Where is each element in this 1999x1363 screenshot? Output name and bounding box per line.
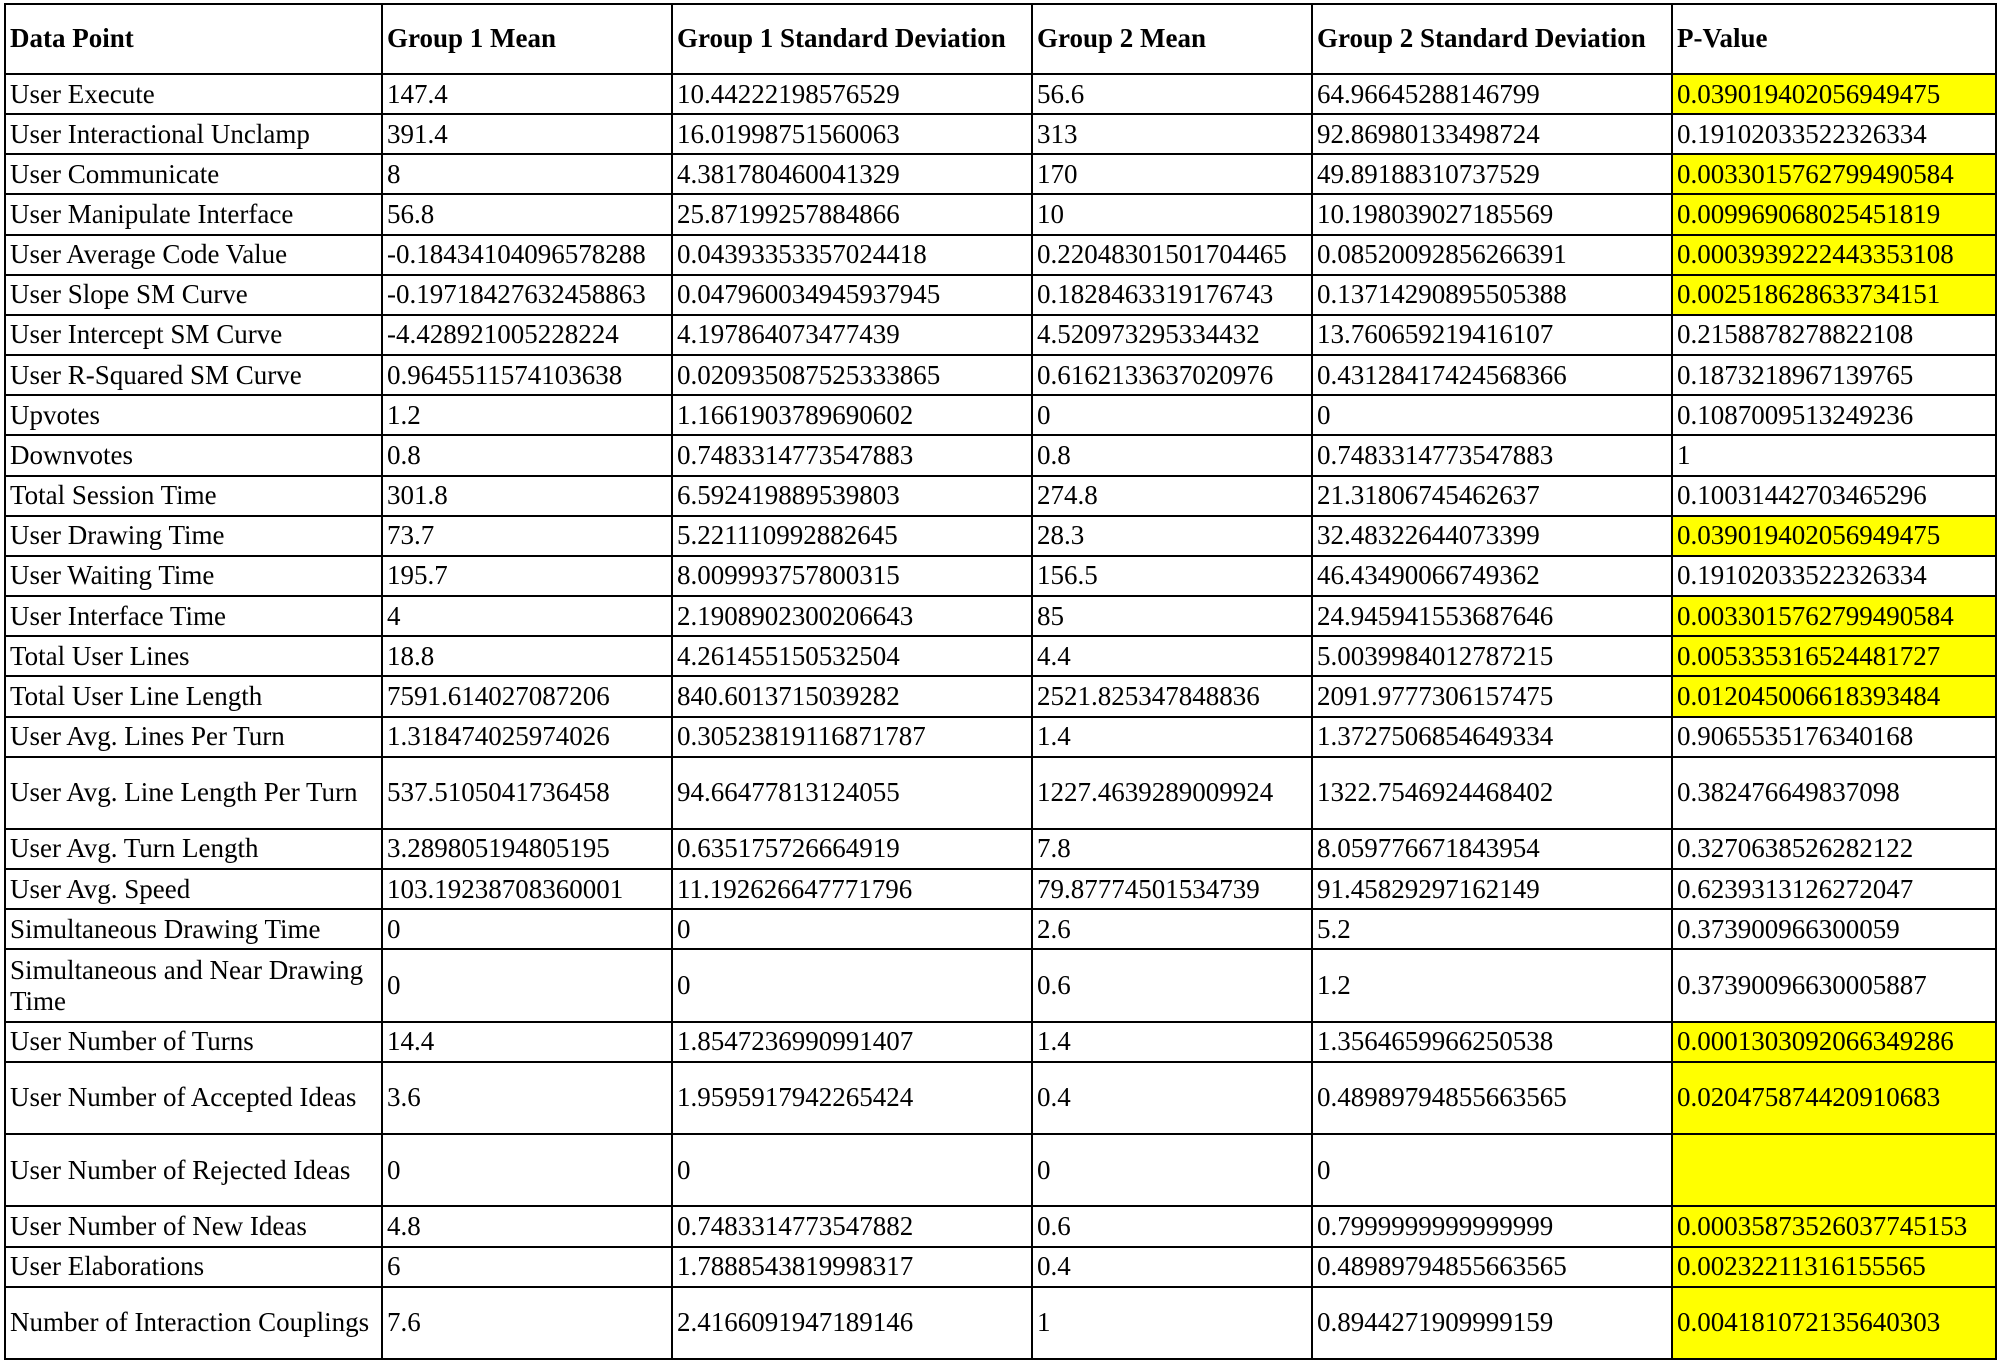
group1-mean-cell: 0 [382,949,672,1021]
p-value-cell: 0.039019402056949475 [1672,74,1996,114]
table-row [5,949,1996,1021]
group1-mean-cell: 4.8 [382,1206,672,1246]
table-row [5,717,1996,757]
group2-mean-cell: 1 [1032,1287,1312,1359]
p-value-cell: 0.039019402056949475 [1672,516,1996,556]
p-value-cell: 0.2158878278822108 [1672,315,1996,355]
group1-mean-cell: 0 [382,1134,672,1206]
group1-mean-cell: 6 [382,1247,672,1287]
p-value-cell: 0.1873218967139765 [1672,355,1996,395]
group1-sd-cell: 0.30523819116871787 [672,717,1032,757]
group2-sd-cell: 24.945941553687646 [1312,596,1672,636]
p-value-cell: 0.1087009513249236 [1672,395,1996,435]
group2-sd-cell: 5.2 [1312,909,1672,949]
table-row [5,1134,1996,1206]
table-row [5,1287,1996,1359]
group2-sd-cell: 1.3564659966250538 [1312,1022,1672,1062]
table-row [5,516,1996,556]
group2-sd-cell: 0.48989794855663565 [1312,1062,1672,1134]
table-row [5,355,1996,395]
group1-sd-cell: 11.192626647771796 [672,869,1032,909]
group1-sd-cell: 5.221110992882645 [672,516,1032,556]
group1-sd-cell: 0 [672,909,1032,949]
p-value-cell: 0.012045006618393484 [1672,676,1996,716]
p-value-cell: 0.0001303092066349286 [1672,1022,1996,1062]
group2-mean-cell: 85 [1032,596,1312,636]
group2-sd-cell: 46.43490066749362 [1312,556,1672,596]
group1-mean-cell: 1.2 [382,395,672,435]
table-row [5,869,1996,909]
table-row [5,435,1996,475]
group2-mean-cell: 0.6 [1032,1206,1312,1246]
group2-sd-cell: 0.43128417424568366 [1312,355,1672,395]
group2-mean-cell: 170 [1032,154,1312,194]
group2-sd-cell: 0.8944271909999159 [1312,1287,1672,1359]
table-row [5,909,1996,949]
table-row [5,395,1996,435]
group2-mean-cell: 4.4 [1032,636,1312,676]
data-point-cell: User Communicate [5,154,382,194]
group2-sd-cell: 13.760659219416107 [1312,315,1672,355]
group2-sd-cell: 49.89188310737529 [1312,154,1672,194]
p-value-cell: 0.373900966300059 [1672,909,1996,949]
table-row [5,829,1996,869]
group2-mean-cell: 79.87774501534739 [1032,869,1312,909]
data-point-cell: User Intercept SM Curve [5,315,382,355]
group1-mean-cell: 4 [382,596,672,636]
group1-mean-cell: 56.8 [382,194,672,234]
table-body [5,74,1996,1359]
group1-sd-cell: 94.66477813124055 [672,757,1032,829]
header-p-value: P-Value [1672,4,1996,74]
group2-mean-cell: 0 [1032,395,1312,435]
group1-sd-cell: 25.87199257884866 [672,194,1032,234]
table-row [5,556,1996,596]
table-row [5,1206,1996,1246]
group1-mean-cell: -0.18434104096578288 [382,235,672,275]
data-point-cell: User Manipulate Interface [5,194,382,234]
data-point-cell: User Interactional Unclamp [5,114,382,154]
group1-mean-cell: 391.4 [382,114,672,154]
data-point-cell: User Avg. Turn Length [5,829,382,869]
p-value-cell: 0.10031442703465296 [1672,476,1996,516]
group1-mean-cell: -4.428921005228224 [382,315,672,355]
group2-mean-cell: 2.6 [1032,909,1312,949]
group2-sd-cell: 21.31806745462637 [1312,476,1672,516]
header-group2-mean: Group 2 Mean [1032,4,1312,74]
p-value-cell: 0.00035873526037745153 [1672,1206,1996,1246]
p-value-cell: 0.37390096630005887 [1672,949,1996,1021]
group1-sd-cell: 0 [672,949,1032,1021]
p-value-cell: 0.0003939222443353108 [1672,235,1996,275]
group2-mean-cell: 0.8 [1032,435,1312,475]
p-value-cell: 0.00232211316155565 [1672,1247,1996,1287]
p-value-cell: 0.382476649837098 [1672,757,1996,829]
data-point-cell: User R-Squared SM Curve [5,355,382,395]
p-value-cell: 0.19102033522326334 [1672,556,1996,596]
group2-mean-cell: 1227.4639289009924 [1032,757,1312,829]
table-row [5,476,1996,516]
group1-mean-cell: 7591.614027087206 [382,676,672,716]
group2-sd-cell: 0.13714290895505388 [1312,275,1672,315]
group1-sd-cell: 4.197864073477439 [672,315,1032,355]
table-row [5,74,1996,114]
data-point-cell: User Avg. Lines Per Turn [5,717,382,757]
data-point-cell: User Drawing Time [5,516,382,556]
data-point-cell: User Execute [5,74,382,114]
p-value-cell: 0.6239313126272047 [1672,869,1996,909]
group1-sd-cell: 1.1661903789690602 [672,395,1032,435]
header-group1-mean: Group 1 Mean [382,4,672,74]
p-value-cell: 0.005335316524481727 [1672,636,1996,676]
group1-sd-cell: 840.6013715039282 [672,676,1032,716]
group1-sd-cell: 0 [672,1134,1032,1206]
group1-sd-cell: 0.04393353357024418 [672,235,1032,275]
group1-sd-cell: 2.1908902300206643 [672,596,1032,636]
table-row [5,596,1996,636]
group1-sd-cell: 2.4166091947189146 [672,1287,1032,1359]
group2-mean-cell: 7.8 [1032,829,1312,869]
data-point-cell: User Number of Rejected Ideas [5,1134,382,1206]
data-point-cell: User Average Code Value [5,235,382,275]
table-row [5,636,1996,676]
group1-sd-cell: 0.020935087525333865 [672,355,1032,395]
group1-mean-cell: 8 [382,154,672,194]
group1-sd-cell: 1.8547236990991407 [672,1022,1032,1062]
header-data-point: Data Point [5,4,382,74]
group2-mean-cell: 0.6162133637020976 [1032,355,1312,395]
group1-sd-cell: 0.7483314773547882 [672,1206,1032,1246]
data-point-cell: Downvotes [5,435,382,475]
group2-sd-cell: 0.48989794855663565 [1312,1247,1672,1287]
group2-mean-cell: 0.6 [1032,949,1312,1021]
group2-sd-cell: 8.059776671843954 [1312,829,1672,869]
group1-mean-cell: -0.19718427632458863 [382,275,672,315]
group2-mean-cell: 313 [1032,114,1312,154]
group1-sd-cell: 0.047960034945937945 [672,275,1032,315]
group2-mean-cell: 0.22048301501704465 [1032,235,1312,275]
table-row [5,114,1996,154]
group2-mean-cell: 0 [1032,1134,1312,1206]
group1-sd-cell: 0.635175726664919 [672,829,1032,869]
group2-sd-cell: 32.48322644073399 [1312,516,1672,556]
data-point-cell: User Elaborations [5,1247,382,1287]
header-group2-sd: Group 2 Standard Deviation [1312,4,1672,74]
group2-sd-cell: 0 [1312,1134,1672,1206]
group1-sd-cell: 4.381780460041329 [672,154,1032,194]
group2-sd-cell: 64.96645288146799 [1312,74,1672,114]
group1-mean-cell: 0 [382,909,672,949]
p-value-cell: 0.004181072135640303 [1672,1287,1996,1359]
table-row [5,275,1996,315]
group2-mean-cell: 28.3 [1032,516,1312,556]
group1-mean-cell: 195.7 [382,556,672,596]
group1-mean-cell: 73.7 [382,516,672,556]
p-value-cell [1672,1134,1996,1206]
group1-sd-cell: 10.44222198576529 [672,74,1032,114]
group2-mean-cell: 2521.825347848836 [1032,676,1312,716]
group1-mean-cell: 0.9645511574103638 [382,355,672,395]
data-point-cell: User Number of Turns [5,1022,382,1062]
group2-mean-cell: 156.5 [1032,556,1312,596]
group1-mean-cell: 0.8 [382,435,672,475]
data-point-cell: User Waiting Time [5,556,382,596]
table-row [5,315,1996,355]
group1-mean-cell: 147.4 [382,74,672,114]
group2-sd-cell: 0.7483314773547883 [1312,435,1672,475]
data-point-cell: Total Session Time [5,476,382,516]
group2-sd-cell: 1.2 [1312,949,1672,1021]
group1-sd-cell: 1.9595917942265424 [672,1062,1032,1134]
group1-mean-cell: 537.5105041736458 [382,757,672,829]
table-row [5,1022,1996,1062]
p-value-cell: 0.0033015762799490584 [1672,596,1996,636]
group2-sd-cell: 91.45829297162149 [1312,869,1672,909]
group2-mean-cell: 0.4 [1032,1062,1312,1134]
group1-sd-cell: 4.261455150532504 [672,636,1032,676]
group1-mean-cell: 1.318474025974026 [382,717,672,757]
header-group1-sd: Group 1 Standard Deviation [672,4,1032,74]
data-point-cell: User Slope SM Curve [5,275,382,315]
group2-mean-cell: 10 [1032,194,1312,234]
p-value-cell: 0.3270638526282122 [1672,829,1996,869]
table-row [5,154,1996,194]
group2-mean-cell: 274.8 [1032,476,1312,516]
group2-mean-cell: 1.4 [1032,1022,1312,1062]
p-value-cell: 1 [1672,435,1996,475]
p-value-cell: 0.0033015762799490584 [1672,154,1996,194]
data-point-cell: User Interface Time [5,596,382,636]
group1-sd-cell: 8.009993757800315 [672,556,1032,596]
group2-mean-cell: 1.4 [1032,717,1312,757]
table-row [5,757,1996,829]
group2-mean-cell: 4.520973295334432 [1032,315,1312,355]
table-row [5,1247,1996,1287]
group2-sd-cell: 0.7999999999999999 [1312,1206,1672,1246]
group2-sd-cell: 5.0039984012787215 [1312,636,1672,676]
p-value-cell: 0.009969068025451819 [1672,194,1996,234]
group1-mean-cell: 18.8 [382,636,672,676]
group1-mean-cell: 3.289805194805195 [382,829,672,869]
table-row [5,676,1996,716]
group2-sd-cell: 0 [1312,395,1672,435]
header-row [5,4,1996,74]
group1-sd-cell: 16.01998751560063 [672,114,1032,154]
p-value-cell: 0.9065535176340168 [1672,717,1996,757]
data-point-cell: User Avg. Speed [5,869,382,909]
p-value-cell: 0.002518628633734151 [1672,275,1996,315]
group1-mean-cell: 14.4 [382,1022,672,1062]
group1-sd-cell: 6.592419889539803 [672,476,1032,516]
p-value-cell: 0.020475874420910683 [1672,1062,1996,1134]
group1-sd-cell: 1.7888543819998317 [672,1247,1032,1287]
group1-sd-cell: 0.7483314773547883 [672,435,1032,475]
data-point-cell: User Number of New Ideas [5,1206,382,1246]
table-row [5,1062,1996,1134]
data-point-cell: Total User Line Length [5,676,382,716]
group1-mean-cell: 7.6 [382,1287,672,1359]
data-point-cell: Total User Lines [5,636,382,676]
data-point-cell: Simultaneous Drawing Time [5,909,382,949]
group1-mean-cell: 301.8 [382,476,672,516]
group2-sd-cell: 2091.9777306157475 [1312,676,1672,716]
table-row [5,235,1996,275]
group1-mean-cell: 3.6 [382,1062,672,1134]
statistics-table [4,3,1997,1360]
group2-sd-cell: 92.86980133498724 [1312,114,1672,154]
group2-sd-cell: 1322.7546924468402 [1312,757,1672,829]
data-point-cell: Simultaneous and Near Drawing Time [5,949,382,1021]
p-value-cell: 0.19102033522326334 [1672,114,1996,154]
group2-mean-cell: 0.1828463319176743 [1032,275,1312,315]
group2-sd-cell: 10.198039027185569 [1312,194,1672,234]
group1-mean-cell: 103.19238708360001 [382,869,672,909]
data-point-cell: Number of Interaction Couplings [5,1287,382,1359]
table-row [5,194,1996,234]
group2-sd-cell: 0.08520092856266391 [1312,235,1672,275]
data-point-cell: User Number of Accepted Ideas [5,1062,382,1134]
data-point-cell: User Avg. Line Length Per Turn [5,757,382,829]
group2-mean-cell: 56.6 [1032,74,1312,114]
group2-sd-cell: 1.3727506854649334 [1312,717,1672,757]
data-point-cell: Upvotes [5,395,382,435]
group2-mean-cell: 0.4 [1032,1247,1312,1287]
